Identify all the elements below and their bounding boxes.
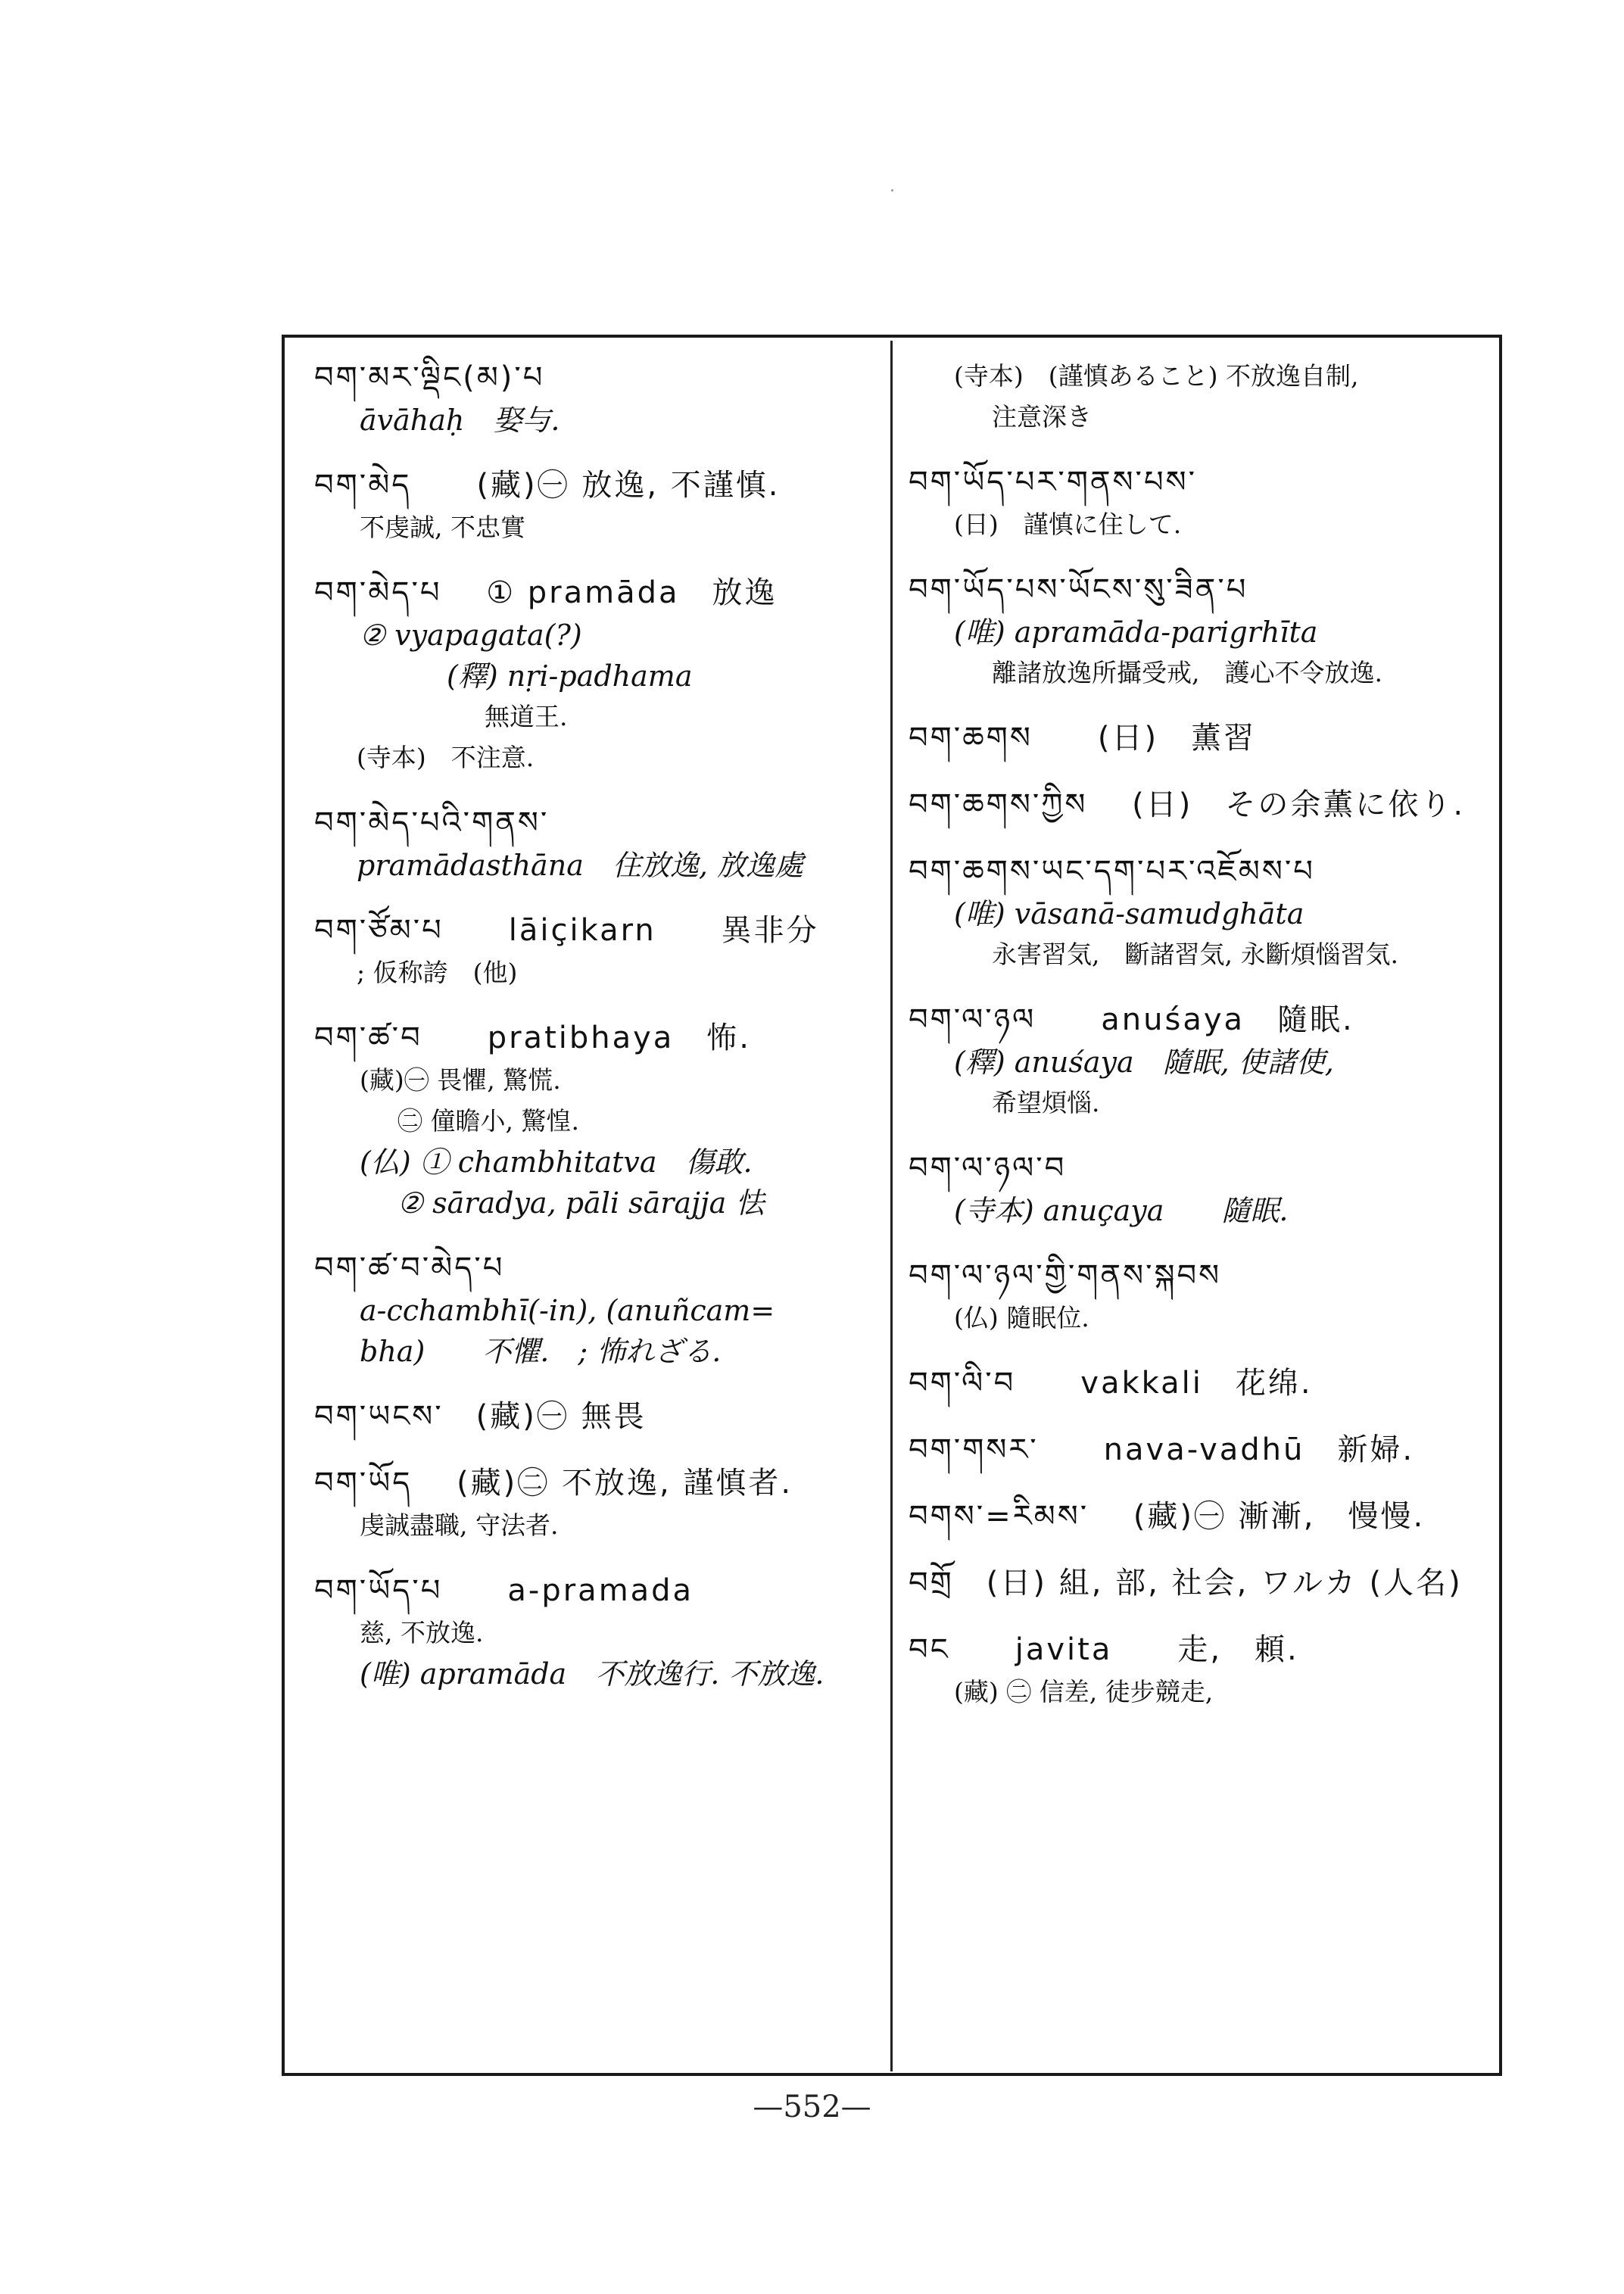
entry-gloss: (唯) apramāda-parigrhīta	[954, 616, 1318, 649]
entry-headword: བག་གསར་ nava-vadhū 新婦.	[909, 1432, 1415, 1467]
scan-speck	[891, 189, 893, 192]
entry-headword: བག་མར་ལྡིང(མ)་པ	[314, 360, 545, 395]
dictionary-entry	[314, 1395, 878, 1438]
entry-headword: བག་ཆགས་ཀྱིས (日) その余薫に依り.	[909, 787, 1466, 822]
entry-gloss: (寺本) 不注意.	[357, 743, 535, 772]
entry-gloss: (仏) 隨眠位.	[954, 1303, 1089, 1332]
dictionary-entry	[314, 909, 878, 993]
entry-gloss: bha) 不懼. ; 怖れざる.	[360, 1335, 722, 1368]
entry-gloss: (藏) ㊁ 信差, 徒步競走,	[954, 1677, 1214, 1706]
dictionary-entry	[909, 356, 1492, 438]
entry-gloss: (寺本) anuçaya 隨眠.	[954, 1194, 1289, 1227]
entry-headword: བགྲོ (日) 組, 部, 社会, ワルカ (人名)	[909, 1566, 1463, 1601]
entry-gloss: (日) 謹慎に住して.	[954, 510, 1182, 539]
entry-gloss: 離諸放逸所攝受戒, 護心不令放逸.	[992, 658, 1382, 687]
entry-headword: བག་ཆགས་ཡང་དག་པར་འཇོམས་པ	[909, 854, 1315, 889]
entry-headword: བག་ཡངས་ (藏)㊀ 無畏	[314, 1399, 647, 1434]
entry-gloss: 虔誠盡職, 守法者.	[360, 1510, 559, 1540]
dictionary-entry	[909, 568, 1492, 693]
entry-headword: བག་ཡོད་པར་གནས་པས་	[909, 465, 1197, 500]
dictionary-entry	[909, 460, 1492, 545]
entry-gloss: 希望煩惱.	[992, 1088, 1100, 1117]
dictionary-entry	[909, 783, 1492, 827]
entry-headword: བག་ཚ་བ pratibhaya 怖.	[314, 1021, 752, 1055]
left-column	[314, 356, 878, 1717]
entry-headword: བག་མེད (藏)㊀ 放逸, 不謹慎.	[314, 468, 781, 503]
dictionary-entry	[314, 1569, 878, 1694]
entry-gloss: 無道王.	[485, 702, 568, 731]
dictionary-entry	[909, 716, 1492, 760]
entry-gloss: (寺本) (謹慎あること) 不放逸自制,	[954, 361, 1359, 391]
entry-gloss: (釋) anuśaya 隨眠, 使諸使,	[954, 1046, 1334, 1079]
entry-gloss: (釋) nṛi-padhama	[447, 659, 693, 693]
dictionary-entry	[314, 1016, 878, 1223]
entry-gloss: āvāhaḥ 娶与.	[360, 404, 560, 437]
dictionary-entry	[314, 571, 878, 778]
entry-headword: བག་ལི་བ vakkali 花绵.	[909, 1366, 1313, 1401]
dictionary-entry	[314, 1461, 878, 1546]
entry-headword: བག་མེད་པ ① pramāda 放逸	[314, 575, 778, 610]
entry-headword: བག་མེད་པའི་གནས་	[314, 806, 550, 840]
entry-headword: བགས་=རིམས་ (藏)㊀ 漸漸, 慢慢.	[909, 1499, 1426, 1534]
dictionary-entry	[909, 998, 1492, 1124]
entry-headword: བག་ཆགས (日) 薫習	[909, 721, 1257, 756]
column-divider	[890, 341, 893, 2071]
entry-headword: བག་ཙོམ་པ lāiçikarn 異非分	[314, 913, 819, 948]
entry-headword: བག་ཡོད་པ a-pramada	[314, 1573, 694, 1608]
entry-gloss: ㊁ 僮瞻小, 驚惶.	[397, 1106, 579, 1136]
entry-gloss: (唯) apramāda 不放逸行. 不放逸.	[360, 1657, 824, 1691]
dictionary-entry	[314, 463, 878, 548]
dictionary-entry	[314, 356, 878, 441]
dictionary-entry	[909, 1361, 1492, 1405]
entry-headword: བག་ལ་ཉལ་གྱི་གནས་སྐབས	[909, 1258, 1222, 1293]
dictionary-entry	[314, 1246, 878, 1372]
entry-gloss: ② vyapagata(?)	[360, 619, 582, 652]
page-number: —552—	[753, 2090, 871, 2124]
entry-headword: བག་ཡོད (藏)㊁ 不放逸, 謹慎者.	[314, 1466, 793, 1501]
entry-gloss: 注意深き	[992, 402, 1092, 432]
entry-headword: བག་ལ་ཉལ anuśaya 隨眠.	[909, 1002, 1354, 1037]
entry-gloss: (藏)㊀ 畏懼, 驚慌.	[360, 1065, 561, 1095]
entry-headword: བག་ཚ་བ་མེད་པ	[314, 1251, 505, 1286]
entry-gloss: (仏) ① chambhitatva 傷敢.	[360, 1145, 753, 1179]
entry-headword: བག་ལ་ཉལ་བ	[909, 1151, 1067, 1186]
dictionary-entry	[909, 1146, 1492, 1231]
entry-gloss: pramādasthāna 住放逸, 放逸處	[357, 849, 804, 882]
dictionary-entry	[909, 1428, 1492, 1472]
entry-gloss: 永害習気, 斷諸習気, 永斷煩惱習気.	[992, 940, 1398, 969]
dictionary-entry	[909, 1561, 1492, 1605]
entry-gloss: ; 仮称誇 (他)	[357, 958, 518, 987]
dictionary-entry	[909, 1628, 1492, 1713]
entry-gloss: (唯) vāsanā-samudghāta	[954, 897, 1304, 930]
dictionary-entry	[314, 801, 878, 886]
entry-gloss: 慈, 不放逸.	[360, 1618, 484, 1647]
right-column	[909, 356, 1492, 1735]
entry-headword: བང javita 走, 頼.	[909, 1632, 1299, 1667]
entry-headword: བག་ཡོད་པས་ཡོངས་སུ་ཟིན་པ	[909, 572, 1248, 607]
dictionary-entry	[909, 1495, 1492, 1538]
dictionary-entry	[909, 1254, 1492, 1339]
entry-gloss: 不虔誠, 不忠實	[360, 513, 525, 542]
entry-gloss: a-cchambhī(-in), (anuñcam=	[360, 1294, 775, 1327]
entry-gloss: ② sāradya, pāli sārajja 怯	[397, 1186, 765, 1220]
dictionary-entry	[909, 849, 1492, 975]
